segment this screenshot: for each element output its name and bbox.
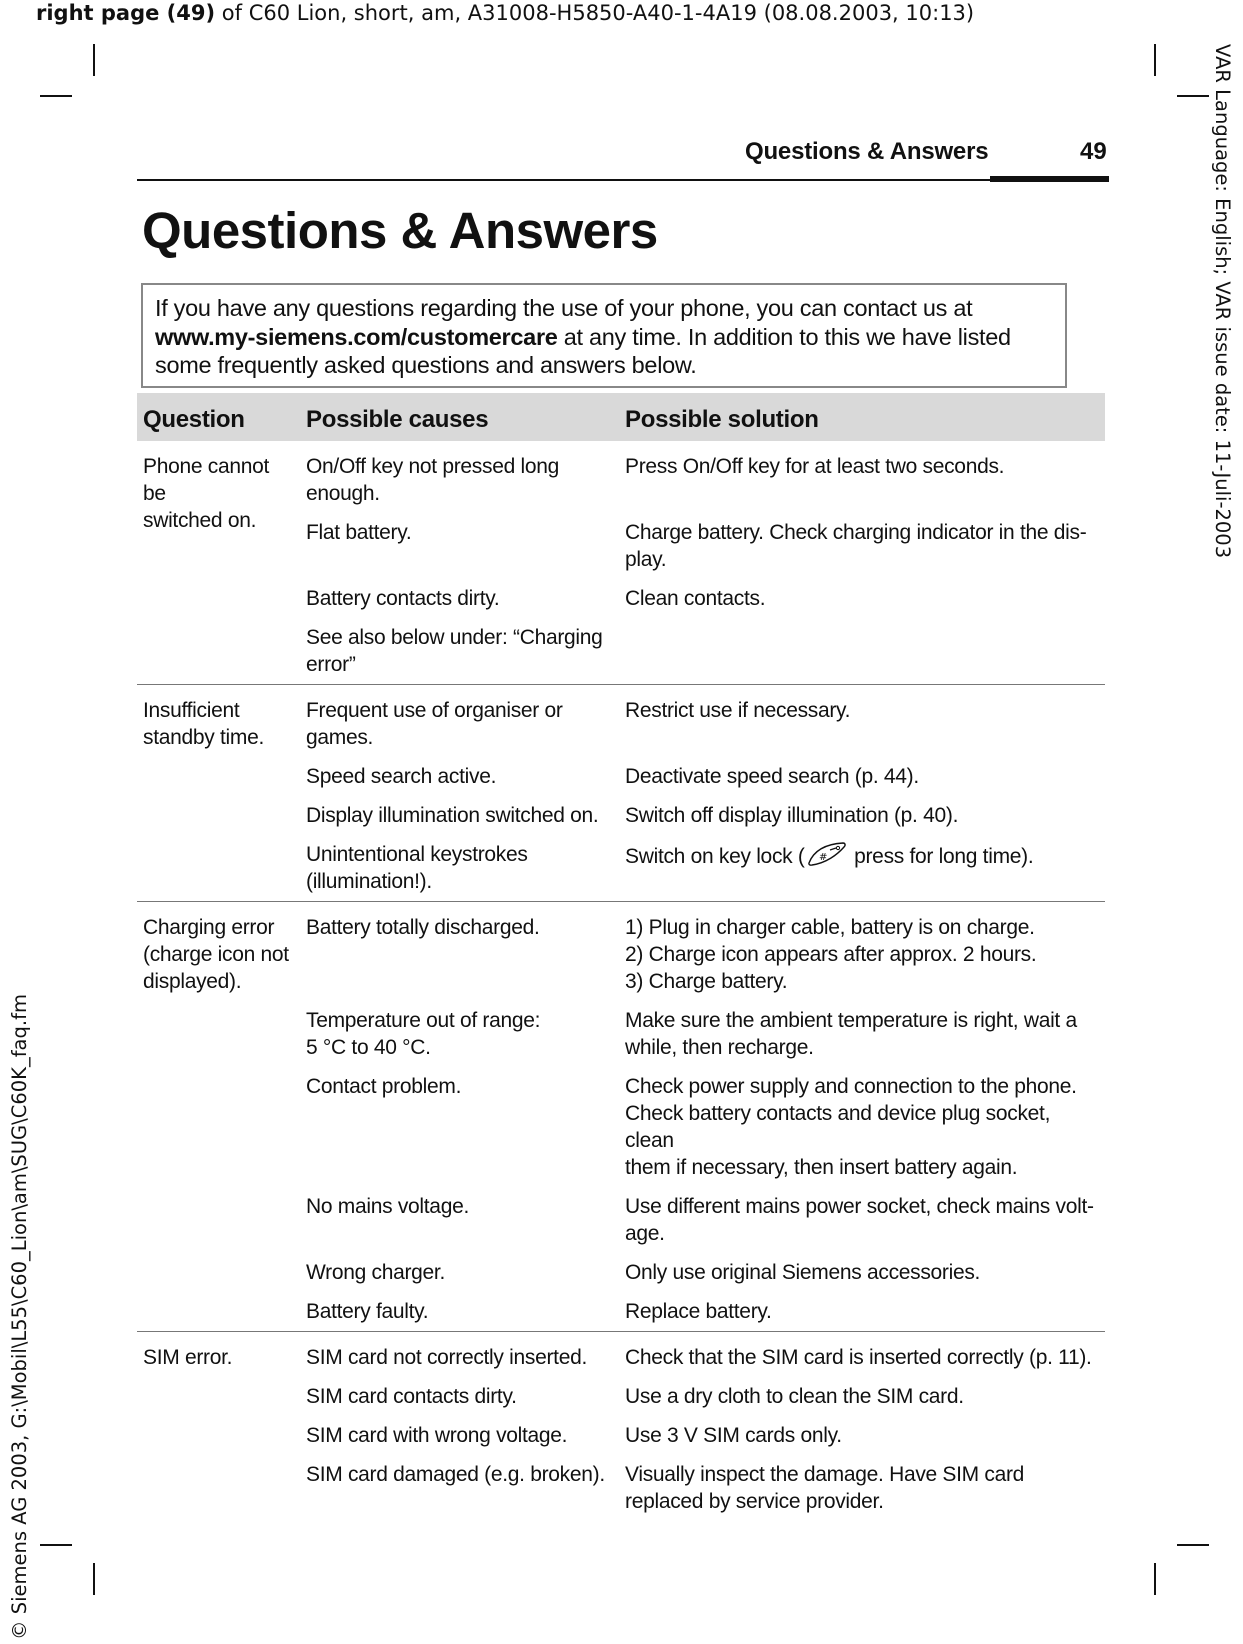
crop-mark (1177, 1544, 1209, 1546)
cause-cell: Flat battery. (306, 521, 412, 544)
cause-cell: No mains voltage. (306, 1195, 469, 1218)
cause-cell: SIM card with wrong voltage. (306, 1424, 568, 1447)
table-row (137, 1332, 1105, 1372)
cause-cell: Wrong charger. (306, 1261, 445, 1284)
intro-box (141, 283, 1067, 388)
question-cell: SIM error. (143, 1346, 233, 1369)
solution-cell: Make sure the ambient temperature is right, wait a while, then recharge. (625, 1009, 1077, 1059)
solution-cell: Visually inspect the damage. Have SIM card replaced by service provider. (625, 1463, 1025, 1513)
cause-cell: SIM card not correctly inserted. (306, 1346, 588, 1369)
side-note-language: VAR Language: English; VAR issue date: 11-Juli-2003 (1211, 44, 1234, 559)
intro-text: If you have any questions regarding the use of your phone, you can contact us at (155, 295, 973, 321)
solution-cell (619, 612, 1105, 685)
solution-cell: Check that the SIM card is inserted correctly (p. 11). (625, 1346, 1092, 1369)
table-header-row (137, 393, 1105, 441)
question-cell: Charging error (charge icon not displayed). (137, 902, 300, 1332)
cause-cell: SIM card damaged (e.g. broken). (306, 1463, 605, 1486)
cause-cell: See also below under: “Charging error” (300, 612, 619, 685)
print-header-page: right page (49) (36, 1, 216, 25)
question-cell: Insufficient standby time. (137, 685, 300, 902)
page-number: 49 (1080, 138, 1107, 165)
solution-cell: Check power supply and connection to the phone. Check battery contacts and device plug socket, clean them if necessary, then insert battery again. (625, 1075, 1077, 1179)
cause-cell: Battery contacts dirty. (306, 587, 500, 610)
hash-key-icon (806, 841, 848, 874)
solution-cell: Only use original Siemens accessories. (625, 1261, 981, 1284)
table-row (137, 902, 1105, 996)
running-head-title: Questions & Answers (745, 138, 989, 165)
solution-cell: 1) Plug in charger cable, battery is on charge. 2) Charge icon appears after approx. 2 hours. 3) Charge battery. (625, 916, 1037, 993)
header-rule (137, 179, 1109, 181)
crop-mark (1177, 95, 1209, 97)
page-title: Questions & Answers (142, 202, 658, 259)
svg-text:#: # (818, 852, 827, 863)
cause-cell: Speed search active. (306, 765, 497, 788)
crop-mark (1154, 44, 1156, 76)
question-cell: Phone cannot be switched on. (137, 441, 300, 685)
faq-group-sim (137, 1332, 1105, 1522)
solution-cell: Replace battery. (619, 1286, 1105, 1332)
cause-cell: Display illumination switched on. (306, 804, 599, 827)
faq-group-charging (137, 902, 1105, 1332)
cause-cell: Frequent use of organiser or games. (306, 699, 563, 749)
cause-cell: On/Off key not pressed long enough. (306, 455, 559, 505)
crop-mark (1154, 1563, 1156, 1595)
solution-cell: Use different mains power socket, check mains volt- age. (625, 1195, 1094, 1245)
cause-cell: SIM card contacts dirty. (306, 1385, 517, 1408)
header-rule-accent (990, 176, 1109, 182)
solution-cell: Clean contacts. (625, 587, 766, 610)
solution-cell: Deactivate speed search (p. 44). (625, 765, 919, 788)
faq-table (137, 393, 1105, 1521)
faq-group-standby (137, 685, 1105, 902)
cause-cell: Temperature out of range: 5 °C to 40 °C. (306, 1009, 541, 1059)
print-header (36, 0, 974, 26)
solution-cell: Switch on key lock ( # press for long time). (619, 829, 1105, 902)
faq-group-power (137, 441, 1105, 685)
column-header-causes: Possible causes (300, 393, 619, 441)
crop-mark (40, 95, 72, 97)
cause-cell: Battery totally discharged. (306, 916, 540, 939)
side-note-copyright: © Siemens AG 2003, G:\Mobil\L55\C60_Lion\am\SUG\C60K_faq.fm (8, 994, 31, 1640)
crop-mark (93, 44, 95, 76)
crop-mark (40, 1544, 72, 1546)
solution-cell: Restrict use if necessary. (625, 699, 851, 722)
solution-cell: Use a dry cloth to clean the SIM card. (625, 1385, 964, 1408)
customercare-url: www.my-siemens.com/customercare (155, 323, 558, 350)
solution-cell: Press On/Off key for at least two seconds. (625, 455, 1005, 478)
solution-cell: Charge battery. Check charging indicator in the dis- play. (625, 521, 1087, 571)
table-row (137, 685, 1105, 752)
cause-cell: Battery faulty. (300, 1286, 619, 1332)
table-row (137, 441, 1105, 507)
intro-text-continued: at any time. In addition to this we have listed some frequently asked questions and answers below. (155, 323, 1011, 378)
crop-mark (93, 1563, 95, 1595)
column-header-solution: Possible solution (619, 393, 1105, 441)
cause-cell: Contact problem. (306, 1075, 462, 1098)
column-header-question: Question (137, 393, 300, 441)
cause-cell: Unintentional keystrokes (illumination!). (300, 829, 619, 902)
solution-cell: Use 3 V SIM cards only. (625, 1424, 842, 1447)
solution-cell: Switch off display illumination (p. 40). (625, 804, 959, 827)
print-header-info: of C60 Lion, short, am, A31008-H5850-A40-1-4A19 (08.08.2003, 10:13) (215, 1, 975, 25)
